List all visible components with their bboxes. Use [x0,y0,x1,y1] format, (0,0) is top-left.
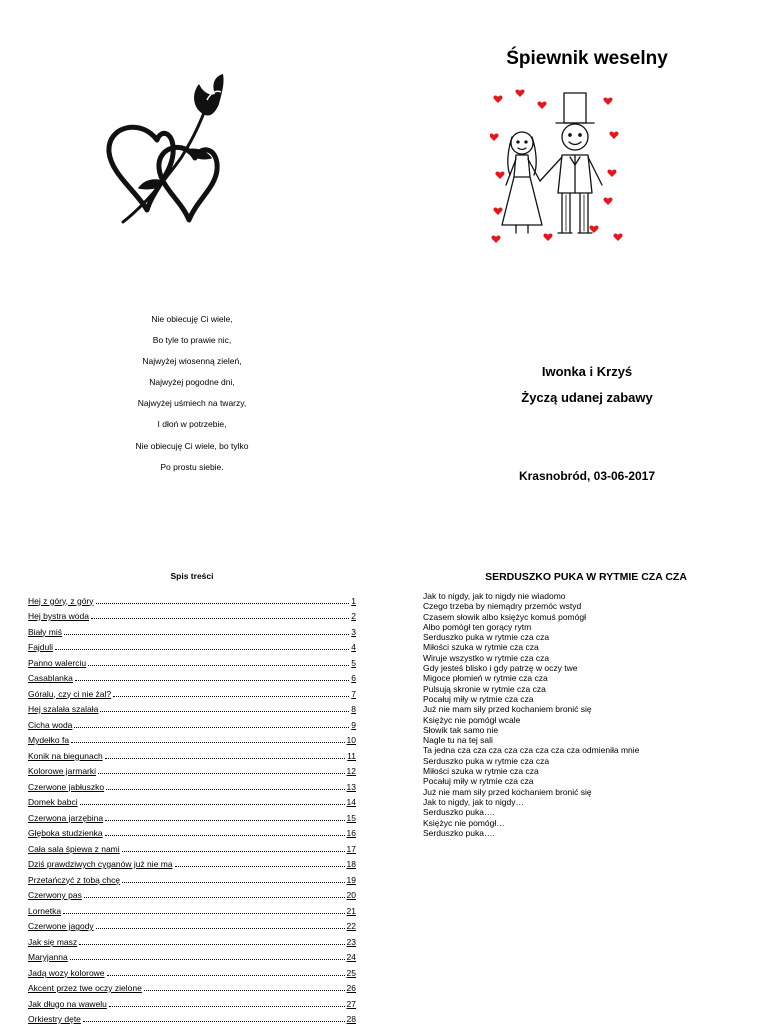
toc-entry[interactable] [28,683,356,699]
toc-entry-title: Hej z góry, z góry [28,595,94,606]
toc-entry-page: 3 [351,626,356,637]
toc-dot-leader [84,897,345,898]
toc-entry[interactable] [28,776,356,792]
lyric-line: Już nie mam siły przed kochaniem bronić się [423,704,592,715]
poem-line: I dłoń w potrzebie, [157,419,227,430]
heart-icon [603,198,612,205]
toc-dot-leader [75,680,349,681]
toc-entry-page: 4 [351,642,356,652]
toc-entry[interactable] [28,590,356,606]
toc-entry-title: Dziś prawdziwych cyganów już nie ma [28,859,173,869]
toc-entry[interactable] [28,1009,356,1024]
place-and-date: Krasnobród, 03-06-2017 [518,469,656,483]
heart-icon [515,90,524,97]
toc-entry[interactable] [28,792,356,808]
heart-icon [589,226,598,233]
toc-entry-page: 7 [351,688,356,699]
lyric-line: Już nie mam siły przed kochaniem bronić się [423,786,592,797]
lyric-line: Księżyc nie pomógł wcale [423,714,521,725]
toc-entry-page: 5 [351,657,356,668]
toc-entry[interactable] [28,761,356,777]
toc-entry-title: Lornetka [28,905,62,916]
lyric-line: Miłości szuka w rytmie cza cza [423,642,539,653]
lyric-line: Księżyc nie pomógł… [423,817,505,828]
toc-entry-title: Przetańczyć z tobą chcę [28,874,121,885]
toc-entry-page: 26 [346,983,356,993]
toc-entry-page: 21 [346,905,356,916]
toc-entry[interactable] [28,606,356,622]
heart-icon [603,98,612,105]
toc-dot-leader [55,649,349,650]
toc-entry-title: Hej bystra woda [28,611,89,621]
toc-entry-page: 1 [351,595,356,606]
heart-icon [607,170,616,177]
toc-entry-page: 8 [351,704,356,714]
toc-entry-title: Biały miś [28,626,63,637]
toc-entry-title: Domek babci [28,797,78,807]
lyric-line: Jak to nigdy, jak to nigdy nie wiadomo [423,591,566,601]
toc-dot-leader [79,944,344,945]
toc-entry[interactable] [28,962,356,978]
song-lyrics [423,591,743,838]
toc-entry-page: 12 [346,766,356,776]
heart-icon [613,234,622,241]
toc-entry[interactable] [28,823,356,839]
lyric-line: Miłości szuka w rytmie cza cza [423,766,539,777]
toc-entry[interactable] [28,993,356,1009]
toc-entry-title: Fajduli [28,642,54,652]
hearts-decoration [490,90,623,243]
toc-dot-leader [74,727,349,728]
toc-entry[interactable] [28,668,356,684]
toc-dot-leader [105,835,345,836]
lyric-line: Migoce płomień w rytmie cza cza [423,673,548,684]
toc-entry-page: 6 [351,673,356,683]
toc-dot-leader [100,711,349,712]
toc-entry-title: Panno walerciu [28,657,87,668]
toc-entry-page: 27 [346,998,356,1009]
toc-entry-page: 15 [346,812,356,823]
poem-line: Nie obiecuję Ci wiele, bo tylko [135,440,249,451]
toc-entry-page: 9 [351,719,356,730]
heart-icon [493,208,502,215]
toc-entry[interactable] [28,637,356,653]
toc-list [28,590,356,1024]
poem-line: Nie obiecuję Ci wiele, [151,314,233,324]
toc-dot-leader [71,742,344,743]
toc-entry-page: 20 [346,890,356,900]
toc-entry-page: 24 [346,952,356,962]
toc-dot-leader [122,882,344,883]
toc-entry-title: Hej szalała szalała [28,704,99,714]
toc-dot-leader [105,758,346,759]
couple-names: Iwonka i Krzyś [541,364,633,379]
toc-dot-leader [91,618,349,619]
lyric-line: Nagle tu na tej sali [423,735,493,746]
toc-entry-title: Jak się masz [28,936,78,947]
cover-wish: Życzą udanej zabawy [521,390,653,405]
toc-dot-leader [88,665,349,666]
toc-entry-title: Czerwone jabłuszko [28,781,105,792]
toc-entry-title: Konik na biegunach [28,750,103,761]
toc-entry-page: 2 [351,611,356,621]
toc-entry[interactable] [28,885,356,901]
toc-dot-leader [105,820,344,821]
toc-dot-leader [144,990,345,991]
toc-entry[interactable] [28,730,356,746]
toc-dot-leader [107,975,345,976]
toc-entry[interactable] [28,745,356,761]
poem-line: Najwyżej uśmiech na twarzy, [137,398,247,409]
heart-icon [491,236,500,243]
toc-entry-page: 11 [347,750,356,761]
lyric-line: Czego trzeba by niemądry przemóc wstyd [423,601,582,612]
toc-entry-page: 14 [346,797,356,807]
toc-dot-leader [109,1006,345,1007]
toc-entry-title: Akcent przez twe oczy zielone [28,983,142,993]
heart-icon [495,172,504,179]
toc-entry-page: 19 [346,874,356,885]
toc-dot-leader [63,913,344,914]
toc-entry[interactable] [28,621,356,637]
heart-icon [543,234,552,241]
toc-dot-leader [64,634,349,635]
toc-entry[interactable] [28,699,356,715]
toc-entry-page: 22 [346,921,356,931]
heart-icon [493,96,502,103]
toc-dot-leader [106,789,344,790]
toc-entry-page: 18 [346,859,356,869]
lyric-line: Serduszko puka w rytmie cza cza [423,632,550,643]
toc-entry-page: 28 [346,1014,356,1024]
hearts-and-rose-icon [95,70,280,235]
toc-entry-title: Cicha woda [28,719,73,730]
toc-entry-title: Czerwony pas [28,890,82,900]
heart-icon [609,132,618,139]
lyric-line: Pulsują skronie w rytmie cza cza [423,683,546,694]
lyric-line: Serduszko puka w rytmie cza cza [423,755,550,766]
toc-entry-title: Czerwone jagody [28,921,94,931]
toc-entry[interactable] [28,916,356,932]
lyric-line: Ta jedna cza cza cza cza cza cza cza cza odmieniła mnie [423,745,640,756]
lyric-line: Jak to nigdy, jak to nigdy… [423,796,524,807]
toc-entry[interactable] [28,947,356,963]
toc-entry-title: Mydełko fa [28,735,70,745]
toc-entry-page: 23 [346,936,356,947]
toc-dot-leader [96,928,345,929]
toc-entry[interactable] [28,714,356,730]
toc-entry-title: Maryjanna [28,952,68,962]
lyric-line: Wiruje wszystko w rytmie cza cza [423,652,550,663]
toc-entry-title: Orkiestry dęte [28,1014,81,1024]
toc-entry[interactable] [28,807,356,823]
toc-dot-leader [122,851,345,852]
lyric-line: Czasem słowik albo księżyc komuś pomógł [423,611,586,622]
toc-entry[interactable] [28,652,356,668]
toc-dot-leader [80,804,345,805]
toc-entry[interactable] [28,900,356,916]
toc-entry-title: Czerwona jarzębina [28,812,104,823]
heart-icon [537,102,546,109]
toc-entry[interactable] [28,931,356,947]
toc-entry-title: Góralu, czy ci nie żal? [28,688,112,699]
toc-dot-leader [175,866,345,867]
toc-entry-title: Głęboka studzienka [28,828,103,838]
lyric-line: Serduszko puka…. [423,807,495,818]
toc-entry-page: 10 [346,735,356,745]
toc-dot-leader [83,1021,345,1022]
cover-title: Śpiewnik weselny [506,48,668,69]
song-title: SERDUSZKO PUKA W RYTMIE CZA CZA [485,571,687,583]
toc-dot-leader [96,603,350,604]
toc-entry-title: Jak długo na wawelu [28,998,107,1009]
toc-entry[interactable] [28,869,356,885]
toc-entry-title: Casablanka [28,673,73,683]
lyric-line: Pocałuj miły w rytmie cza cza [423,776,534,787]
heart-icon [490,134,499,141]
toc-entry-page: 16 [346,828,356,838]
lyric-line: Serduszko puka…. [423,827,495,838]
poem [92,309,292,478]
lyric-line: Gdy jesteś blisko i gdy patrzę w oczy twe [423,663,578,674]
poem-line: Po prostu siebie. [160,461,224,472]
toc-heading: Spis treści [170,571,214,581]
toc-entry[interactable] [28,854,356,870]
lyric-line: Słowik tak samo nie [423,724,499,735]
toc-entry-title: Jadą wozy kolorowe [28,967,105,978]
toc-entry[interactable] [28,978,356,994]
bride-and-groom-with-hearts-icon [490,85,630,245]
toc-entry-page: 25 [346,967,356,978]
poem-line: Bo tyle to prawie nic, [152,335,232,346]
toc-entry[interactable] [28,838,356,854]
toc-entry-page: 17 [346,843,356,854]
toc-entry-title: Kolorowe jarmarki [28,766,97,776]
toc-entry-page: 13 [346,781,356,792]
toc-entry-title: Cała sala śpiewa z nami [28,843,120,854]
lyric-line: Pocałuj miły w rytmie cza cza [423,693,534,704]
poem-line: Najwyżej wiosenną zieleń, [142,356,242,367]
lyric-line: Albo pomógł ten gorący rytm [423,621,532,632]
toc-dot-leader [113,696,349,697]
toc-dot-leader [98,773,345,774]
toc-dot-leader [70,959,345,960]
poem-line: Najwyżej pogodne dni, [149,377,235,388]
